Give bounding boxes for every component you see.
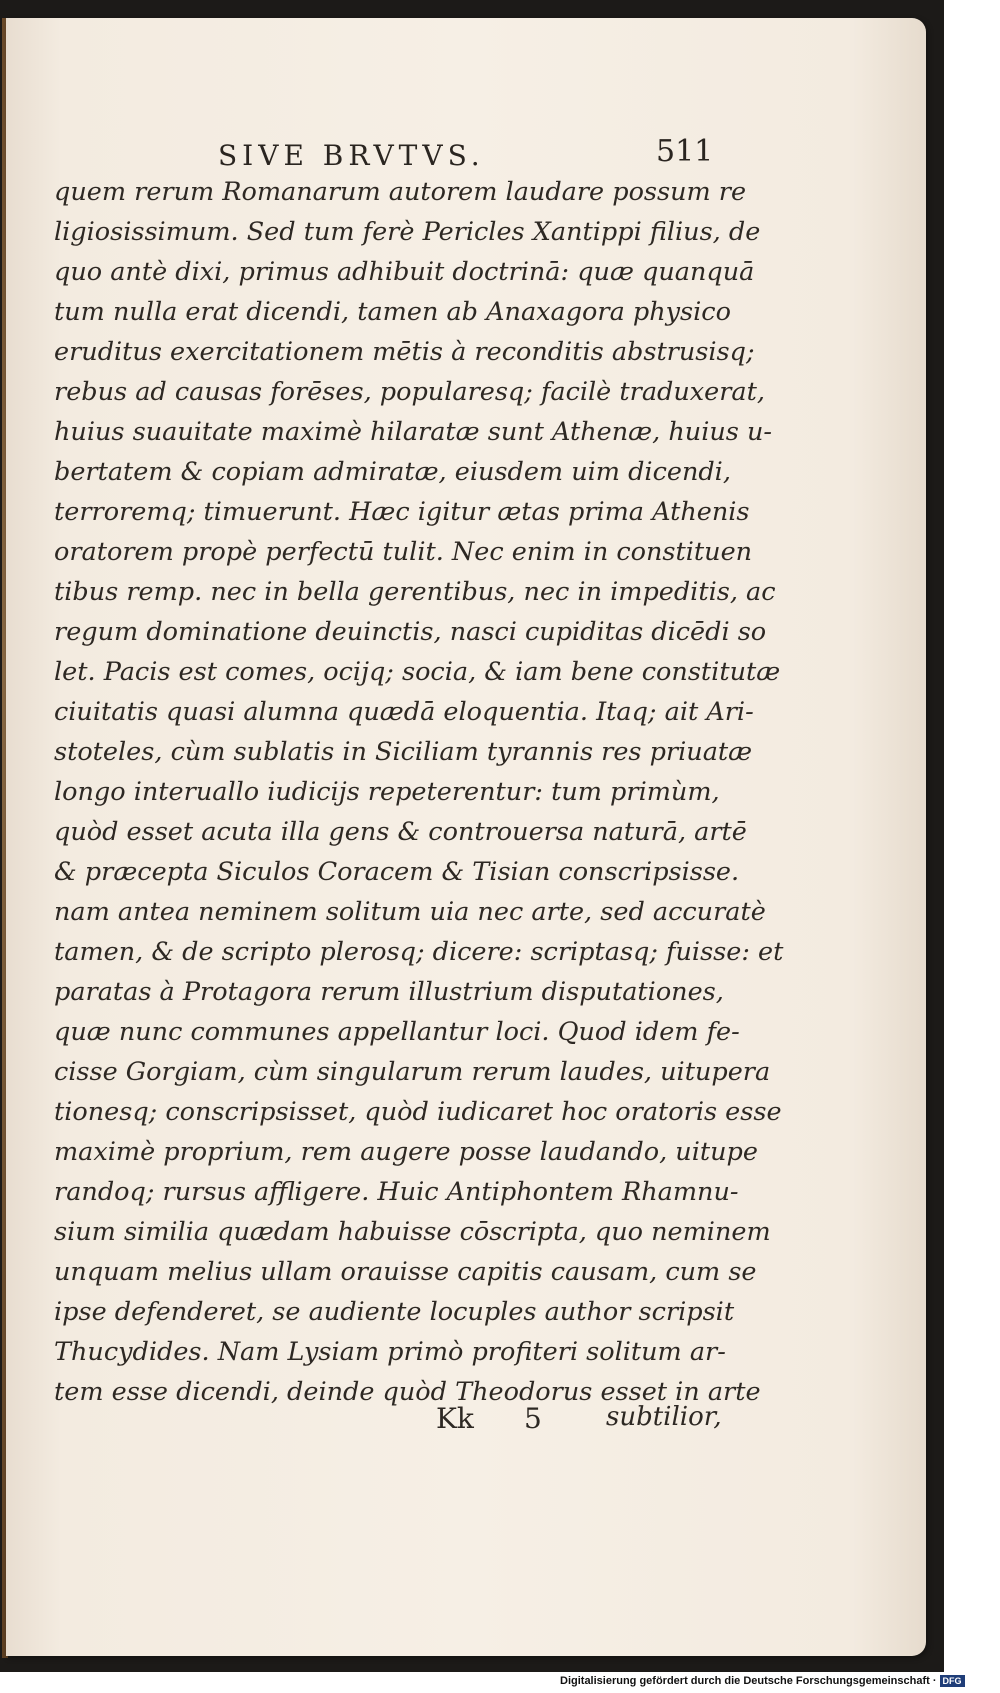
text-line: tibus remp. nec in bella gerentibus, nec in impeditis, ac [54, 577, 776, 607]
text-line: rebus ad causas forēses, popularesq; facilè traduxerat, [54, 377, 765, 407]
text-line: quem rerum Romanarum autorem laudare possum re [54, 177, 747, 207]
catchline [436, 1402, 736, 1435]
text-line: huius suauitate maximè hilaratæ sunt Athenæ, huius u- [54, 417, 773, 447]
text-line: ciuitatis quasi alumna quædā eloquentia. Itaq; ait Ari- [54, 697, 754, 727]
text-line: ipse defenderet, se audiente locuples author scripsit [54, 1297, 735, 1327]
digitization-credit: Digitalisierung gefördert durch die Deutsche Forschungsgemeinschaft · DFG [560, 1675, 965, 1687]
text-line: quo antè dixi, primus adhibuit doctrinā: quæ quanquā [54, 257, 755, 287]
text-line: let. Pacis est comes, ocijq; socia, & iam bene constitutæ [54, 657, 781, 687]
signature-number: 5 [524, 1402, 542, 1435]
dfg-logo: DFG [940, 1675, 965, 1687]
page-number: 511 [656, 134, 714, 169]
running-head: SIVE BRVTVS. [218, 139, 485, 172]
text-line: Thucydides. Nam Lysiam primò profiteri solitum ar- [54, 1337, 726, 1367]
text-line: unquam melius ullam orauisse capitis causam, cum se [54, 1257, 757, 1287]
text-line: tionesq; conscripsisset, quòd iudicaret hoc oratoris esse [54, 1097, 782, 1127]
text-line: tem esse dicendi, deinde quòd Theodorus esset in arte [54, 1377, 761, 1407]
text-line: randoq; rursus affligere. Huic Antiphontem Rhamnu- [54, 1177, 739, 1207]
text-line: maximè proprium, rem augere posse laudando, uitupe [54, 1137, 758, 1167]
body-text [54, 172, 784, 1412]
text-line: quòd esset acuta illa gens & controuersa naturā, artē [54, 817, 747, 847]
text-line: bertatem & copiam admiratæ, eiusdem uim dicendi, [54, 457, 731, 487]
text-line: quæ nunc communes appellantur loci. Quod idem fe- [54, 1017, 740, 1047]
text-line: terroremq; timuerunt. Hæc igitur ætas prima Athenis [54, 497, 750, 527]
text-line: eruditus exercitationem mētis à reconditis abstrusisq; [54, 337, 755, 367]
book-page [6, 18, 926, 1656]
text-line: nam antea neminem solitum uia nec arte, sed accuratè [54, 897, 766, 927]
signature-mark: Kk [436, 1402, 474, 1435]
text-line: longo interuallo iudicijs repeterentur: tum primùm, [54, 777, 720, 807]
text-line: ligiosissimum. Sed tum ferè Pericles Xantippi filius, de [54, 217, 761, 247]
text-line: & præcepta Siculos Coracem & Tisian conscripsisse. [54, 857, 740, 887]
text-line: sium similia quædam habuisse cōscripta, quo neminem [54, 1217, 771, 1247]
text-line: stoteles, cùm sublatis in Siciliam tyrannis res priuatæ [54, 737, 753, 767]
catchword: subtilior, [606, 1402, 722, 1432]
footer-text: Digitalisierung gefördert durch die Deutsche Forschungsgemeinschaft [560, 1675, 930, 1687]
text-line: regum dominatione deuinctis, nasci cupiditas dicēdi so [54, 617, 767, 647]
text-line: cisse Gorgiam, cùm singularum rerum laudes, uitupera [54, 1057, 771, 1087]
text-line: tum nulla erat dicendi, tamen ab Anaxagora physico [54, 297, 731, 327]
text-line: oratorem propè perfectū tulit. Nec enim in constituen [54, 537, 753, 567]
text-line: tamen, & de scripto plerosq; dicere: scriptasq; fuisse: et [54, 937, 784, 967]
text-line: paratas à Protagora rerum illustrium disputationes, [54, 977, 724, 1007]
